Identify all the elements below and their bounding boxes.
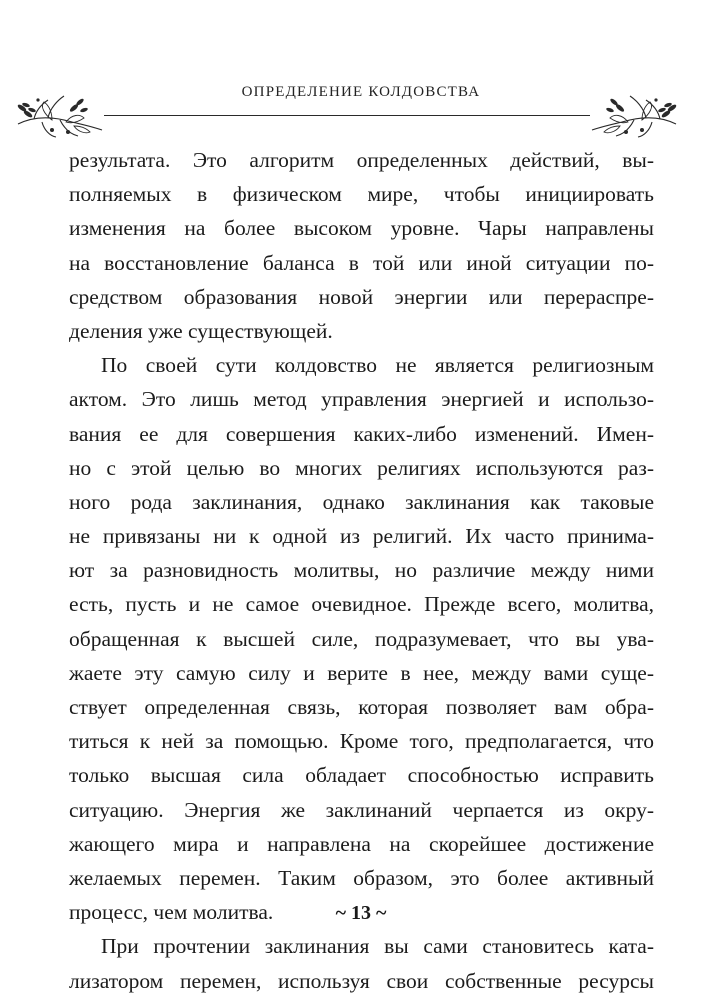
running-header-title: ОПРЕДЕЛЕНИЕ КОЛДОВСТВА — [241, 84, 481, 100]
text-line: ют за разновидность молитвы, но различие между ними — [69, 558, 654, 583]
text-line: не привязаны ни к одной из религий. Их часто принима- — [69, 524, 654, 549]
text-line: полняемых в физическом мире, чтобы инициировать — [69, 182, 654, 207]
text-line: обращенная к высшей силе, подразумевает, что вы ува- — [69, 626, 654, 651]
text-line: средством образования новой энергии или перераспре- — [69, 284, 654, 309]
text-line: титься к ней за помощью. Кроме того, предполагается, что — [69, 729, 654, 754]
text-line: процесс, чем молитва. — [69, 900, 274, 925]
text-line: ного рода заклинания, однако заклинания как таковые — [69, 489, 654, 514]
text-line: жаете эту самую силу и верите в нее, между вами суще- — [69, 660, 654, 685]
text-line: изменения на более высоком уровне. Чары направлены — [69, 216, 654, 241]
text-line: желаемых перемен. Таким образом, это более активный — [69, 865, 654, 890]
text-line: жающего мира и направлена на скорейшее достижение — [69, 831, 654, 856]
text-line: ситуацию. Энергия же заклинаний черпается из окру- — [69, 797, 654, 822]
header-divider — [104, 115, 590, 116]
text-line: деления уже существующей. — [69, 318, 333, 343]
paragraph-first-line: По своей сути колдовство не является религиозным — [101, 353, 654, 378]
text-line: ствует определенная связь, которая позволяет вам обра- — [69, 695, 654, 719]
text-line: актом. Это лишь метод управления энергией и использо- — [69, 387, 654, 412]
page-body-text — [69, 143, 654, 998]
running-header — [0, 72, 722, 132]
paragraph-first-line: При прочтении заклинания вы сами становитесь ката- — [101, 934, 654, 959]
page-number: ~ 13 ~ — [335, 902, 387, 924]
floral-ornament-right-icon — [590, 86, 680, 138]
text-line: но с этой целью во многих религиях используются раз- — [69, 455, 654, 480]
text-line: результата. Это алгоритм определенных действий, вы- — [69, 148, 654, 172]
text-line: вания ее для совершения каких-либо изменений. Имен- — [69, 421, 654, 446]
text-line: на восстановление баланса в той или иной ситуации по- — [69, 250, 654, 275]
text-line: есть, пусть и не самое очевидное. Прежде всего, молитва, — [69, 592, 654, 617]
text-line: лизатором перемен, используя свои собственные ресурсы — [69, 968, 654, 993]
text-line: только высшая сила обладает способностью исправить — [69, 763, 654, 788]
